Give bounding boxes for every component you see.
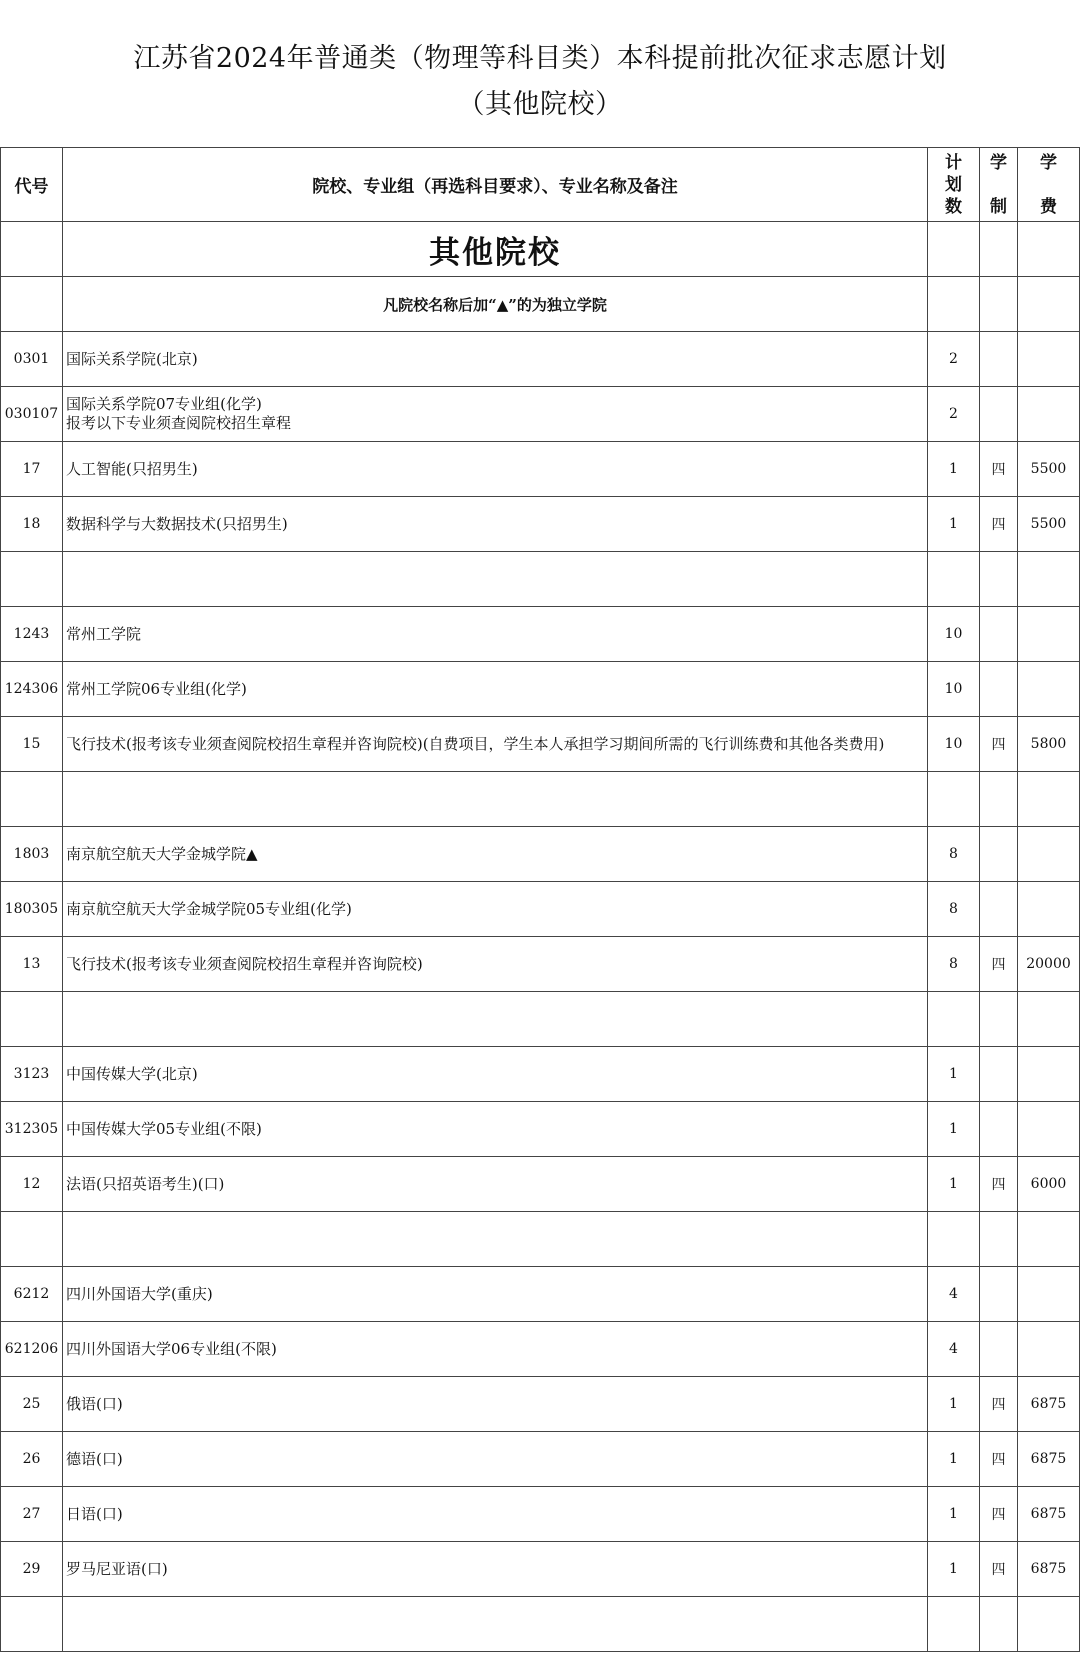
name-cell <box>63 992 928 1047</box>
study-length-cell: 四 <box>980 442 1018 497</box>
study-length-cell: 四 <box>980 1377 1018 1432</box>
code-cell: 27 <box>1 1487 63 1542</box>
empty-cell <box>928 277 980 332</box>
tuition-cell: 5500 <box>1018 497 1080 552</box>
table-row <box>1 607 1080 662</box>
study-length-cell <box>980 1102 1018 1157</box>
tuition-cell <box>1018 607 1080 662</box>
header-name: 院校、专业组（再选科目要求）、专业名称及备注 <box>63 148 928 222</box>
plan-count-cell: 1 <box>928 1432 980 1487</box>
table-row <box>1 497 1080 552</box>
table-row <box>1 1212 1080 1267</box>
name-cell: 四川外国语大学(重庆) <box>63 1267 928 1322</box>
plan-count-cell: 10 <box>928 717 980 772</box>
name-cell: 数据科学与大数据技术(只招男生) <box>63 497 928 552</box>
table-row <box>1 882 1080 937</box>
empty-cell <box>1018 222 1080 277</box>
tuition-cell <box>1018 772 1080 827</box>
tuition-cell: 5500 <box>1018 442 1080 497</box>
table-row <box>1 552 1080 607</box>
plan-count-cell: 1 <box>928 1377 980 1432</box>
plan-count-cell: 2 <box>928 387 980 442</box>
study-length-cell <box>980 1047 1018 1102</box>
study-length-cell: 四 <box>980 717 1018 772</box>
empty-cell <box>980 222 1018 277</box>
study-length-cell: 四 <box>980 937 1018 992</box>
table-row <box>1 662 1080 717</box>
plan-count-cell: 1 <box>928 1102 980 1157</box>
code-cell <box>1 1212 63 1267</box>
code-cell: 1803 <box>1 827 63 882</box>
table-row <box>1 1487 1080 1542</box>
code-cell: 180305 <box>1 882 63 937</box>
tuition-cell <box>1018 1597 1080 1652</box>
tuition-cell <box>1018 332 1080 387</box>
table-row <box>1 772 1080 827</box>
empty-cell <box>1018 277 1080 332</box>
name-cell <box>63 772 928 827</box>
header-plan-char: 数 <box>945 196 962 217</box>
code-cell <box>1 772 63 827</box>
header-tuition <box>1018 148 1080 222</box>
name-cell: 日语(口) <box>63 1487 928 1542</box>
plan-count-cell: 1 <box>928 1047 980 1102</box>
name-cell: 德语(口) <box>63 1432 928 1487</box>
tuition-cell <box>1018 1212 1080 1267</box>
empty-cell <box>1 277 63 332</box>
document-title <box>0 0 1080 120</box>
plan-count-cell: 1 <box>928 1157 980 1212</box>
tuition-cell <box>1018 1322 1080 1377</box>
code-cell <box>1 1597 63 1652</box>
study-length-cell: 四 <box>980 1542 1018 1597</box>
name-cell: 南京航空航天大学金城学院▲ <box>63 827 928 882</box>
study-length-cell: 四 <box>980 1432 1018 1487</box>
table-row <box>1 717 1080 772</box>
code-cell: 1243 <box>1 607 63 662</box>
code-cell: 17 <box>1 442 63 497</box>
header-fee-char: 学 <box>1040 152 1057 173</box>
study-length-cell <box>980 607 1018 662</box>
document-title-line1: 江苏省2024年普通类（物理等科目类）本科提前批次征求志愿计划 <box>133 43 947 74</box>
study-length-cell <box>980 1267 1018 1322</box>
tuition-cell <box>1018 387 1080 442</box>
name-cell: 南京航空航天大学金城学院05专业组(化学) <box>63 882 928 937</box>
header-length-char: 制 <box>990 196 1007 217</box>
code-cell: 312305 <box>1 1102 63 1157</box>
empty-cell <box>1 222 63 277</box>
name-cell <box>63 1597 928 1652</box>
tuition-cell: 6000 <box>1018 1157 1080 1212</box>
study-length-cell <box>980 1597 1018 1652</box>
plan-table <box>0 147 1080 1652</box>
tuition-cell: 6875 <box>1018 1542 1080 1597</box>
header-length-char: 学 <box>990 152 1007 173</box>
name-cell: 罗马尼亚语(口) <box>63 1542 928 1597</box>
plan-count-cell: 8 <box>928 827 980 882</box>
plan-count-cell: 10 <box>928 607 980 662</box>
independent-college-note: 凡院校名称后加“▲”的为独立学院 <box>63 277 928 332</box>
tuition-cell: 6875 <box>1018 1377 1080 1432</box>
code-cell: 124306 <box>1 662 63 717</box>
table-row <box>1 1597 1080 1652</box>
header-plan-count <box>928 148 980 222</box>
table-row <box>1 1377 1080 1432</box>
table-row <box>1 1322 1080 1377</box>
header-spacer <box>1018 174 1079 196</box>
code-cell: 13 <box>1 937 63 992</box>
study-length-cell <box>980 1322 1018 1377</box>
plan-count-cell: 8 <box>928 882 980 937</box>
tuition-cell: 6875 <box>1018 1432 1080 1487</box>
plan-count-cell <box>928 1212 980 1267</box>
code-cell <box>1 992 63 1047</box>
empty-cell <box>928 222 980 277</box>
code-cell: 25 <box>1 1377 63 1432</box>
code-cell: 18 <box>1 497 63 552</box>
table-row <box>1 937 1080 992</box>
plan-count-cell <box>928 772 980 827</box>
name-cell: 国际关系学院07专业组(化学) 报考以下专业须查阅院校招生章程 <box>63 387 928 442</box>
code-cell: 6212 <box>1 1267 63 1322</box>
name-cell: 常州工学院06专业组(化学) <box>63 662 928 717</box>
header-plan-char: 计 <box>945 152 962 173</box>
plan-count-cell: 2 <box>928 332 980 387</box>
header-study-length <box>980 148 1018 222</box>
tuition-cell <box>1018 662 1080 717</box>
plan-count-cell <box>928 992 980 1047</box>
table-body <box>1 222 1080 1652</box>
tuition-cell <box>1018 1267 1080 1322</box>
code-cell: 030107 <box>1 387 63 442</box>
code-cell: 15 <box>1 717 63 772</box>
study-length-cell <box>980 827 1018 882</box>
code-cell: 621206 <box>1 1322 63 1377</box>
plan-count-cell: 1 <box>928 1487 980 1542</box>
name-cell: 中国传媒大学05专业组(不限) <box>63 1102 928 1157</box>
table-row <box>1 332 1080 387</box>
name-cell <box>63 552 928 607</box>
header-plan-char: 划 <box>945 174 962 195</box>
tuition-cell: 6875 <box>1018 1487 1080 1542</box>
name-cell <box>63 1212 928 1267</box>
table-row <box>1 1432 1080 1487</box>
plan-count-cell: 8 <box>928 937 980 992</box>
study-length-cell <box>980 772 1018 827</box>
study-length-cell <box>980 992 1018 1047</box>
name-cell: 法语(只招英语考生)(口) <box>63 1157 928 1212</box>
header-code: 代号 <box>1 148 63 222</box>
tuition-cell: 5800 <box>1018 717 1080 772</box>
code-cell <box>1 552 63 607</box>
table-row <box>1 1267 1080 1322</box>
plan-count-cell <box>928 1597 980 1652</box>
table-row <box>1 1102 1080 1157</box>
plan-count-cell: 10 <box>928 662 980 717</box>
study-length-cell: 四 <box>980 1487 1018 1542</box>
document-title-line2: （其他院校） <box>457 89 623 120</box>
tuition-cell <box>1018 992 1080 1047</box>
name-cell: 飞行技术(报考该专业须查阅院校招生章程并咨询院校) <box>63 937 928 992</box>
study-length-cell: 四 <box>980 497 1018 552</box>
study-length-cell <box>980 332 1018 387</box>
header-spacer <box>980 174 1017 196</box>
table-row <box>1 827 1080 882</box>
table-row <box>1 1047 1080 1102</box>
code-cell: 12 <box>1 1157 63 1212</box>
plan-count-cell: 1 <box>928 497 980 552</box>
code-cell: 0301 <box>1 332 63 387</box>
plan-count-cell: 1 <box>928 1542 980 1597</box>
study-length-cell <box>980 662 1018 717</box>
study-length-cell <box>980 882 1018 937</box>
study-length-cell <box>980 552 1018 607</box>
plan-count-cell <box>928 552 980 607</box>
tuition-cell <box>1018 552 1080 607</box>
tuition-cell: 20000 <box>1018 937 1080 992</box>
table-row <box>1 992 1080 1047</box>
table-row <box>1 1542 1080 1597</box>
code-cell: 3123 <box>1 1047 63 1102</box>
name-cell: 中国传媒大学(北京) <box>63 1047 928 1102</box>
name-cell: 飞行技术(报考该专业须查阅院校招生章程并咨询院校)(自费项目，学生本人承担学习期间所需的飞行训练费和其他各类费用) <box>63 717 928 772</box>
code-cell: 29 <box>1 1542 63 1597</box>
study-length-cell: 四 <box>980 1157 1018 1212</box>
study-length-cell <box>980 1212 1018 1267</box>
table-row <box>1 442 1080 497</box>
tuition-cell <box>1018 1102 1080 1157</box>
plan-count-cell: 1 <box>928 442 980 497</box>
name-cell: 四川外国语大学06专业组(不限) <box>63 1322 928 1377</box>
section-title: 其他院校 <box>63 222 928 277</box>
plan-count-cell: 4 <box>928 1322 980 1377</box>
note-row <box>1 277 1080 332</box>
code-cell: 26 <box>1 1432 63 1487</box>
tuition-cell <box>1018 882 1080 937</box>
name-cell: 人工智能(只招男生) <box>63 442 928 497</box>
table-header-row <box>1 148 1080 222</box>
name-cell: 常州工学院 <box>63 607 928 662</box>
tuition-cell <box>1018 827 1080 882</box>
study-length-cell <box>980 387 1018 442</box>
table-row <box>1 387 1080 442</box>
name-cell: 俄语(口) <box>63 1377 928 1432</box>
empty-cell <box>980 277 1018 332</box>
tuition-cell <box>1018 1047 1080 1102</box>
header-fee-char: 费 <box>1040 196 1057 217</box>
table-row <box>1 1157 1080 1212</box>
section-title-row <box>1 222 1080 277</box>
name-cell: 国际关系学院(北京) <box>63 332 928 387</box>
plan-count-cell: 4 <box>928 1267 980 1322</box>
